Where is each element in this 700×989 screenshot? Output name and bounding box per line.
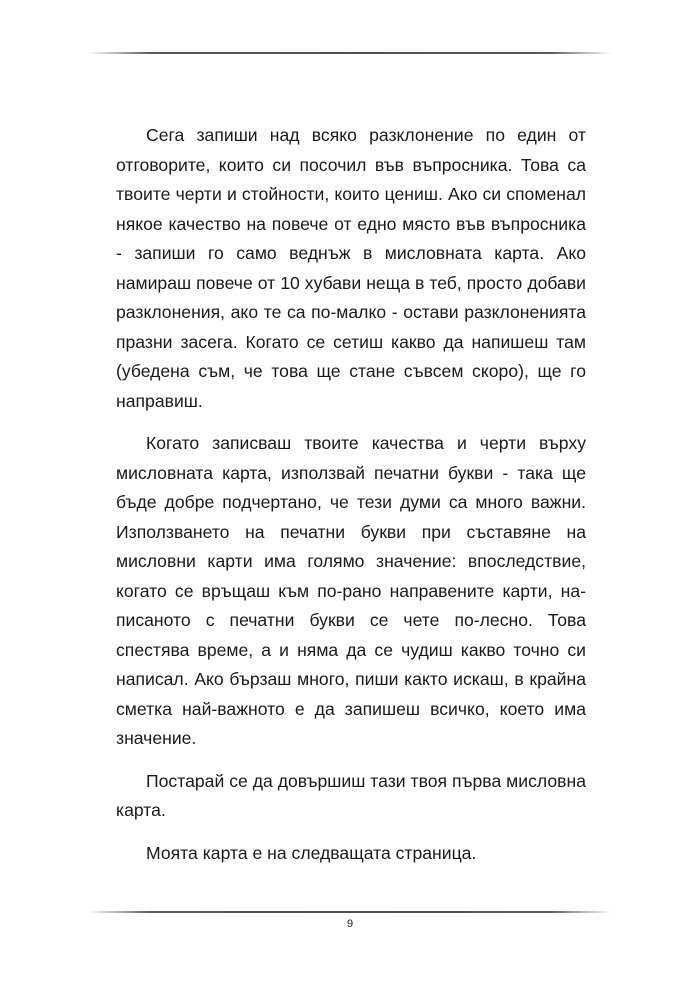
header-rule	[88, 52, 612, 54]
paragraph-values: Сега запиши над всяко разклонение по един от отговорите, които си посочил във въпросника. Това са твоите черти и стойности, които цениш. Ако си споменал някое качество на повече от едно място във въпросника - запиши го само веднъж в мисловната карта. Ако намираш повече от 10 хубави неща в теб, просто добави разклонения, ако те са по-малко - остави разклоненията празни засега. Когато се сетиш какво да напишеш там (убедена съм, че това ще стане съвсем скоро), ще го направиш.	[116, 125, 586, 411]
page-body	[116, 121, 586, 868]
paragraph-capital-letters: Когато записваш твоите качества и черти върху мисловната карта, използвай печатни букви - така ще бъде добре подчертано, че тези думи са много важни. Използването на печатни букви при съставяне на мисловни карти има голямо значение: впоследствие, когато се връщаш към по-рано направените карти, написаното с печатни букви се чете по-лесно. Това спестява време, а и няма да се чудиш какво точно си написал. Ако бързаш много, пиши както искаш, в крайна сметка най-важното е да запишеш всичко, което има значение.	[116, 433, 586, 748]
paragraph-next-page: Моята карта е на следващата страница.	[146, 842, 477, 863]
paragraph-finish-map: Постарай се да довършиш тази твоя първа мисловна карта.	[116, 770, 586, 820]
page-number: 9	[346, 918, 354, 930]
footer-rule	[88, 911, 612, 913]
